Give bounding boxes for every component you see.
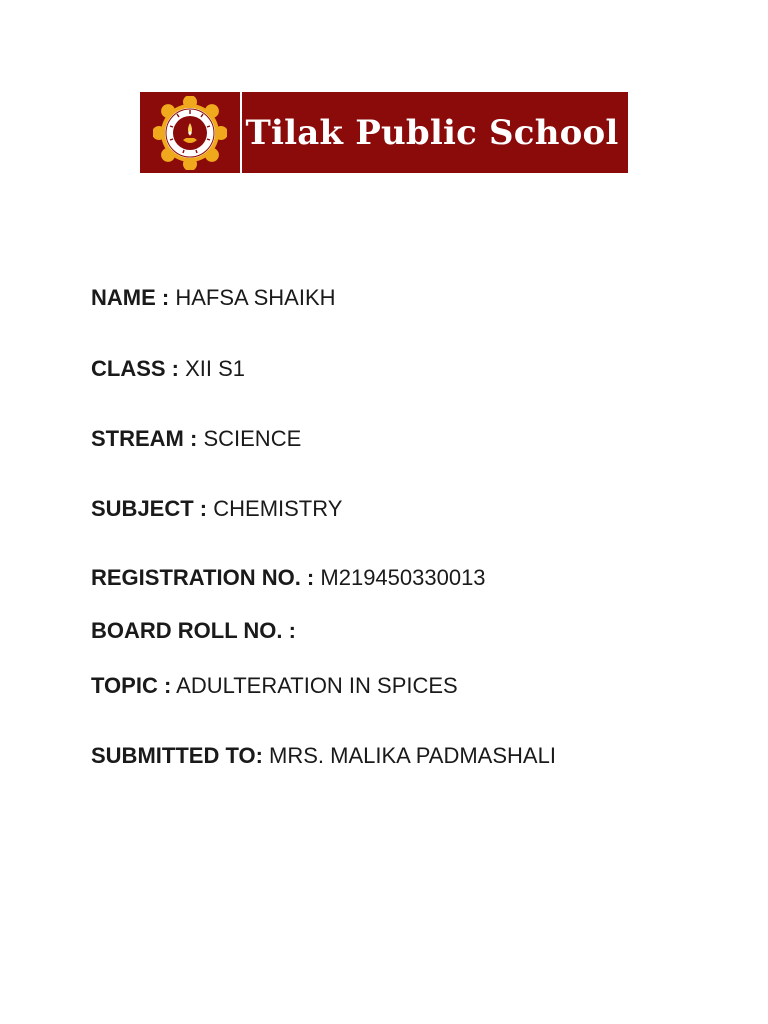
topic-label: TOPIC : — [91, 673, 172, 698]
topic-value: ADULTERATION IN SPICES — [176, 673, 458, 698]
stream-row — [91, 426, 301, 452]
name-row — [91, 285, 336, 311]
registration-value: M219450330013 — [320, 565, 486, 590]
subject-row — [91, 496, 342, 522]
registration-row — [91, 565, 486, 591]
class-value: XII S1 — [185, 356, 246, 381]
class-row — [91, 356, 245, 382]
board-roll-label: BOARD ROLL NO. : — [91, 618, 296, 643]
topic-row — [91, 673, 458, 699]
school-banner — [140, 92, 628, 173]
submitted-to-label: SUBMITTED TO: — [91, 743, 263, 768]
name-label: NAME : — [91, 285, 170, 310]
school-name: Tilak Public School — [245, 112, 619, 153]
subject-value: CHEMISTRY — [213, 496, 343, 521]
school-emblem-icon — [153, 96, 227, 170]
name-value: HAFSA SHAIKH — [175, 285, 336, 310]
school-logo — [140, 92, 242, 173]
submitted-to-value: MRS. MALIKA PADMASHALI — [269, 743, 556, 768]
stream-label: STREAM : — [91, 426, 198, 451]
subject-label: SUBJECT : — [91, 496, 208, 521]
submitted-to-row — [91, 743, 556, 769]
registration-label: REGISTRATION NO. : — [91, 565, 315, 590]
stream-value: SCIENCE — [203, 426, 302, 451]
board-roll-row — [91, 618, 296, 644]
class-label: CLASS : — [91, 356, 179, 381]
